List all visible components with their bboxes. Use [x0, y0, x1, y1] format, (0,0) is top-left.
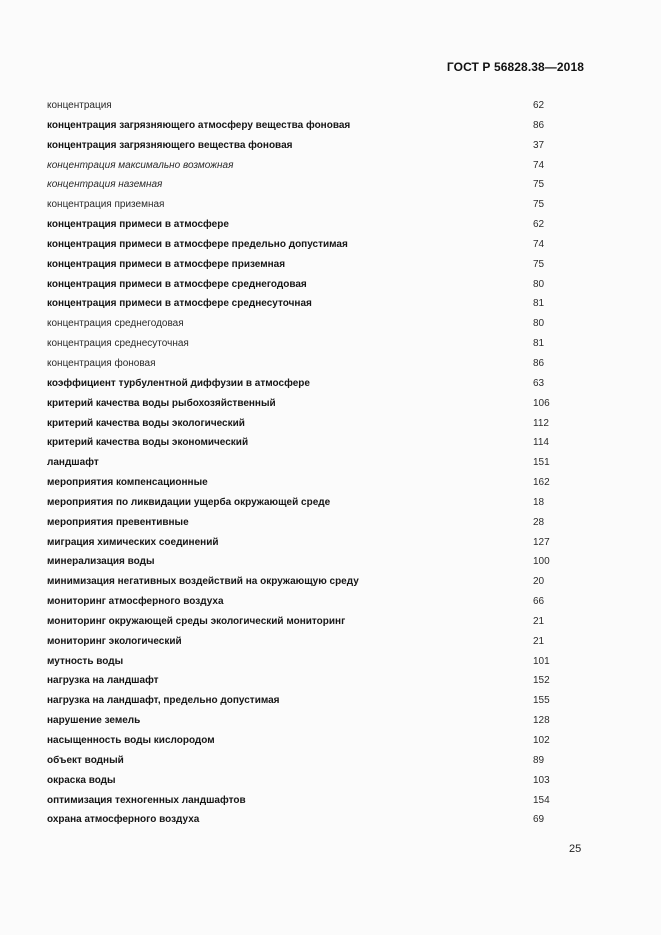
index-term: мониторинг экологический [47, 635, 182, 647]
document-code-header: ГОСТ Р 56828.38—2018 [446, 60, 584, 74]
index-entry [47, 731, 587, 751]
index-page-ref: 69 [533, 814, 545, 826]
index-page-ref: 102 [533, 735, 550, 746]
index-page-ref: 62 [533, 219, 545, 231]
index-page-ref: 62 [533, 100, 545, 111]
index-page-ref: 20 [533, 576, 545, 588]
index-term: оптимизация техногенных ландшафтов [47, 794, 246, 806]
index-entry [47, 751, 587, 771]
index-page-ref: 127 [533, 536, 550, 548]
index-term: концентрация среднегодовая [47, 318, 184, 330]
index-term: концентрация приземная [47, 199, 165, 211]
index-entry [47, 711, 587, 731]
index-entry [47, 632, 587, 652]
index-page-ref: 18 [533, 496, 545, 508]
index-entry [47, 810, 587, 830]
index-term: концентрация загрязняющего вещества фоновая [47, 139, 293, 151]
index-term: концентрация примеси в атмосфере приземная [47, 258, 286, 270]
index-term: мероприятия компенсационные [47, 477, 208, 489]
index-entry [47, 671, 587, 691]
index-entry [47, 612, 587, 632]
index-entry [47, 314, 587, 334]
index-term: нарушение земель [47, 715, 141, 727]
index-entry [47, 473, 587, 493]
index-entry [47, 334, 587, 354]
index-entry [47, 533, 587, 553]
index-entry [47, 136, 587, 156]
index-page-ref: 21 [533, 615, 545, 627]
index-entry [47, 453, 587, 473]
index-term: концентрация фоновая [47, 357, 156, 369]
index-term: мероприятия по ликвидации ущерба окружающей среде [47, 496, 331, 508]
index-page-ref: 75 [533, 179, 545, 191]
index-entry [47, 691, 587, 711]
index-page-ref: 103 [533, 774, 550, 786]
index-entry [47, 275, 587, 295]
index-term: концентрация максимально возможная [47, 159, 234, 171]
index-entry [47, 235, 587, 255]
index-page-ref: 162 [533, 477, 550, 489]
index-term: критерий качества воды экономический [47, 437, 249, 449]
index-page-ref: 74 [533, 238, 545, 250]
index-entry [47, 156, 587, 176]
index-term: окраска воды [47, 774, 116, 786]
index-term: мониторинг окружающей среды экологический мониторинг [47, 615, 346, 627]
index-entry [47, 493, 587, 513]
index-entry [47, 652, 587, 672]
index-term: критерий качества воды рыбохозяйственный [47, 397, 276, 409]
index-term: объект водный [47, 754, 124, 766]
index-page-ref: 128 [533, 715, 550, 727]
index-entry [47, 552, 587, 572]
index-term: мониторинг атмосферного воздуха [47, 596, 224, 608]
index-page-ref: 80 [533, 318, 545, 330]
index-entry [47, 215, 587, 235]
index-entry [47, 96, 587, 116]
index-page-ref: 75 [533, 199, 545, 211]
index-term: мероприятия превентивные [47, 516, 189, 528]
index-page-ref: 63 [533, 377, 545, 389]
index-page-ref: 100 [533, 556, 550, 568]
index-entry [47, 195, 587, 215]
index-entry [47, 394, 587, 414]
index-term: минимизация негативных воздействий на окружающую среду [47, 576, 359, 588]
index-term: концентрация примеси в атмосфере среднесуточная [47, 298, 312, 310]
index-page-ref: 81 [533, 298, 545, 310]
index-term: миграция химических соединений [47, 536, 219, 548]
index-entry [47, 771, 587, 791]
index-term: концентрация наземная [47, 179, 163, 191]
index-term: концентрация [47, 100, 112, 111]
index-page-ref: 66 [533, 596, 545, 608]
index-page-ref: 155 [533, 695, 550, 707]
index-page-ref: 152 [533, 675, 550, 687]
index-term: минерализация воды [47, 556, 155, 568]
index-entry [47, 414, 587, 434]
index-term: ландшафт [47, 457, 99, 469]
index-page-ref: 112 [533, 417, 549, 429]
index-page-ref: 114 [533, 437, 549, 449]
index-entry [47, 116, 587, 136]
index-entry [47, 374, 587, 394]
index-page-ref: 75 [533, 258, 545, 270]
index-page-ref: 101 [533, 655, 550, 667]
index-page-ref: 154 [533, 794, 550, 806]
index-term: охрана атмосферного воздуха [47, 814, 200, 826]
index-term: концентрация среднесуточная [47, 338, 189, 350]
index-term: нагрузка на ландшафт [47, 675, 159, 687]
index-page-ref: 21 [533, 635, 545, 647]
index-entry [47, 791, 587, 811]
index-term: мутность воды [47, 655, 124, 667]
index-page-ref: 80 [533, 278, 545, 290]
index-page-ref: 89 [533, 754, 545, 766]
index-entry [47, 572, 587, 592]
index-entry [47, 592, 587, 612]
index-entry [47, 294, 587, 314]
index-page-ref: 28 [533, 516, 545, 528]
page-number: 25 [569, 843, 582, 855]
index-term: коэффициент турбулентной диффузии в атмосфере [47, 377, 310, 389]
index-term: концентрация примеси в атмосфере предельно допустимая [47, 238, 348, 250]
index-page-ref: 74 [533, 159, 545, 171]
index-page-ref: 151 [533, 457, 550, 469]
index-entry [47, 175, 587, 195]
index-entry [47, 354, 587, 374]
index-entry [47, 433, 587, 453]
index-page-ref: 106 [533, 397, 550, 409]
index-entry [47, 513, 587, 533]
index-term: нагрузка на ландшафт, предельно допустимая [47, 695, 280, 707]
index-page-ref: 81 [533, 338, 545, 350]
index-entry [47, 255, 587, 275]
index-term: концентрация загрязняющего атмосферу вещества фоновая [47, 119, 351, 131]
alphabetical-index [47, 96, 587, 830]
index-page-ref: 86 [533, 119, 545, 131]
index-term: критерий качества воды экологический [47, 417, 245, 429]
index-page-ref: 37 [533, 139, 545, 151]
index-term: насыщенность воды кислородом [47, 735, 215, 746]
index-term: концентрация примеси в атмосфере среднегодовая [47, 278, 307, 290]
index-term: концентрация примеси в атмосфере [47, 219, 229, 231]
index-page-ref: 86 [533, 357, 545, 369]
